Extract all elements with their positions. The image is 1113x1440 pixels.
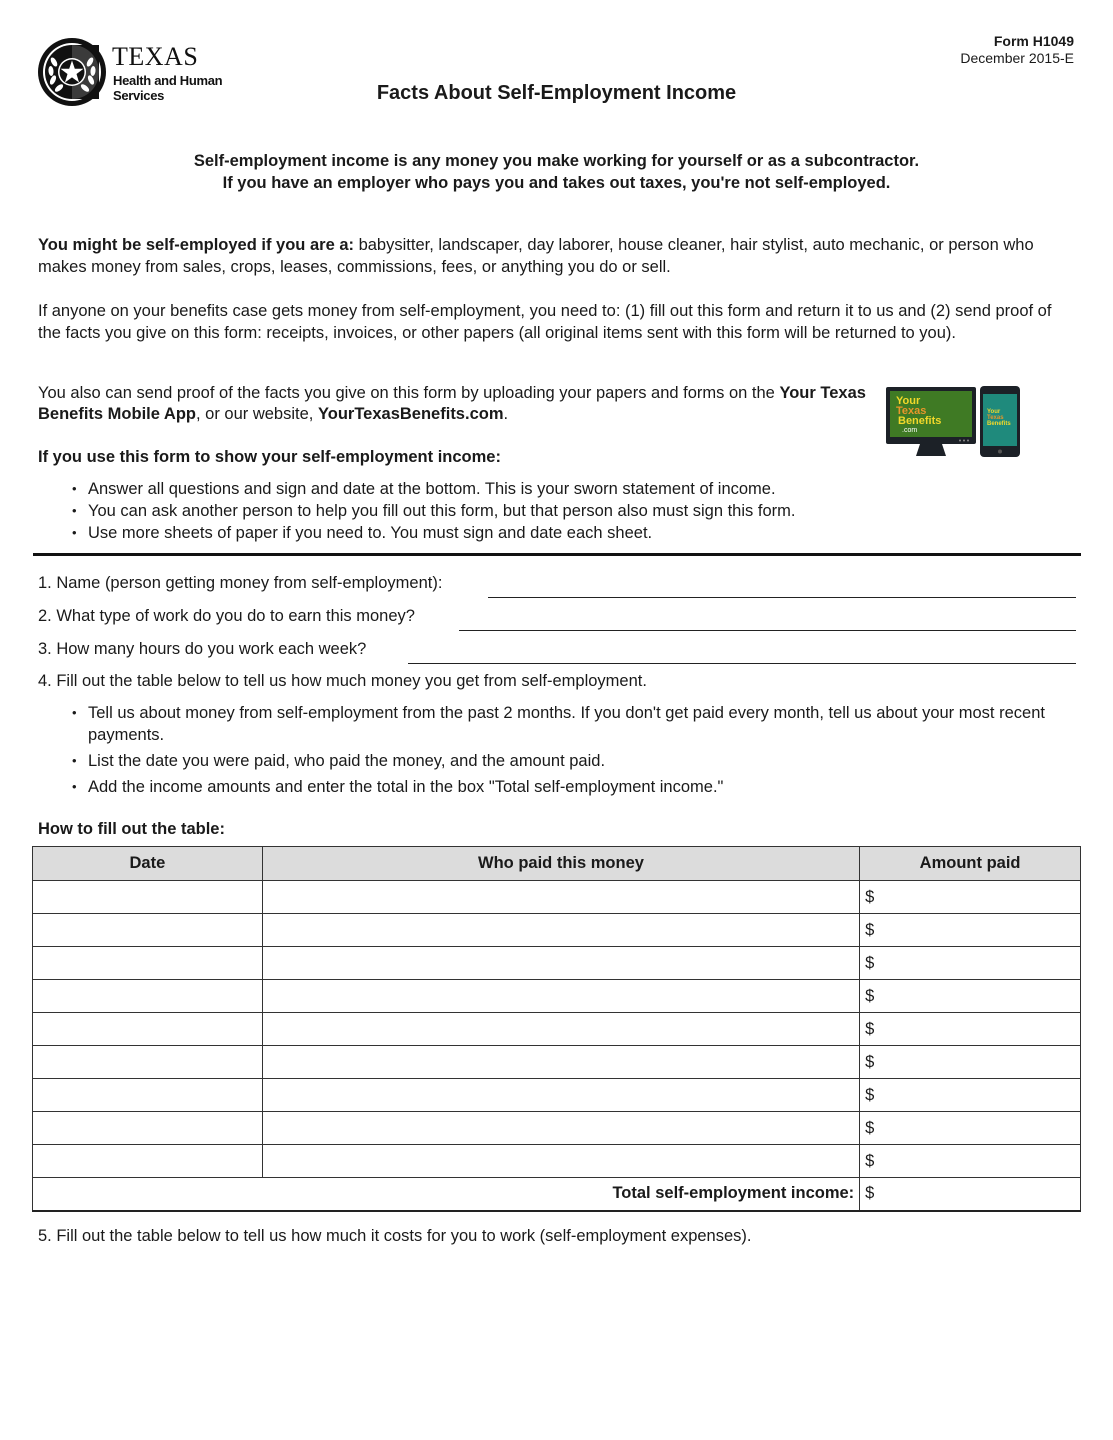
use-form-bullets	[70, 478, 1070, 544]
intro-line-1: Self-employment income is any money you make working for yourself or as a subcontractor.	[193, 152, 920, 170]
website-link[interactable]: YourTexasBenefits.com	[317, 405, 504, 423]
payer-cell[interactable]	[262, 914, 859, 947]
might-be-self-employed-paragraph	[38, 234, 1068, 278]
question-5-label: 5. Fill out the table below to tell us how much it costs for you to work (self-employment expenses).	[38, 1227, 752, 1245]
amount-cell[interactable]	[860, 947, 1081, 980]
date-cell[interactable]	[33, 1079, 263, 1112]
form-date: December 2015-E	[960, 50, 1074, 66]
amount-cell[interactable]	[860, 881, 1081, 914]
currency-symbol: $	[865, 1052, 875, 1071]
amount-cell[interactable]	[860, 1046, 1081, 1079]
upload-proof-paragraph	[38, 383, 868, 425]
currency-symbol: $	[865, 986, 875, 1005]
currency-symbol: $	[865, 1019, 875, 1038]
table-instructions-bullets	[70, 702, 1070, 802]
column-header-date: Date	[33, 847, 263, 881]
currency-symbol: $	[865, 920, 875, 939]
upload-text-b: , or our website,	[195, 405, 318, 423]
table-row	[33, 1145, 1081, 1178]
question-3-label: 3. How many hours do you work each week?	[38, 640, 367, 658]
type-of-work-field[interactable]	[459, 630, 1076, 631]
table-row	[33, 1079, 1081, 1112]
phone-text-benefits: Benefits	[987, 421, 1011, 427]
date-cell[interactable]	[33, 914, 263, 947]
question-2-label: 2. What type of work do you do to earn this money?	[38, 607, 415, 625]
total-row	[33, 1178, 1081, 1211]
table-row	[33, 1046, 1081, 1079]
amount-cell[interactable]	[860, 1145, 1081, 1178]
form-identifier	[960, 33, 1074, 67]
currency-symbol: $	[865, 1085, 875, 1104]
mobile-app-link[interactable]: Your Texas Benefits Mobile App	[38, 384, 866, 423]
question-1-label: 1. Name (person getting money from self-employment):	[38, 574, 443, 592]
bullet-item: • Use more sheets of paper if you need to. You must sign and date each sheet.	[70, 522, 1070, 544]
table-header-row	[33, 847, 1081, 881]
brand-name: TEXAS	[112, 42, 199, 71]
bullet-item: • List the date you were paid, who paid the money, and the amount paid.	[70, 750, 1070, 772]
payer-cell[interactable]	[262, 1079, 859, 1112]
bullet-item: • Answer all questions and sign and date at the bottom. This is your sworn statement of income.	[70, 478, 1070, 500]
date-cell[interactable]	[33, 1145, 263, 1178]
payer-cell[interactable]	[262, 947, 859, 980]
total-amount-cell[interactable]	[860, 1178, 1081, 1211]
table-row	[33, 1013, 1081, 1046]
date-cell[interactable]	[33, 980, 263, 1013]
table-row	[33, 947, 1081, 980]
table-heading: How to fill out the table:	[38, 820, 225, 838]
monitor-text-texas: Texas	[896, 405, 927, 417]
table-row	[33, 980, 1081, 1013]
brand-subtitle-line2: Services	[113, 88, 165, 103]
table-row	[33, 914, 1081, 947]
date-cell[interactable]	[33, 1013, 263, 1046]
amount-cell[interactable]	[860, 1112, 1081, 1145]
form-number: Form H1049	[993, 33, 1074, 49]
payer-cell[interactable]	[262, 881, 859, 914]
amount-cell[interactable]	[860, 914, 1081, 947]
if-anyone-paragraph: If anyone on your benefits case gets money from self-employment, you need to: (1) fill out this form and return it to us and (2) send proof of the facts you give on this form: receipts, invoices, or other papers (all original items sent with this form will be returned to you).	[38, 302, 1052, 342]
date-cell[interactable]	[33, 881, 263, 914]
use-form-heading: If you use this form to show your self-employment income:	[38, 448, 501, 466]
phone-text-your: Your	[987, 409, 1001, 415]
amount-cell[interactable]	[860, 1013, 1081, 1046]
payer-cell[interactable]	[262, 980, 859, 1013]
might-be-rest: babysitter, landscaper, day laborer, house cleaner, hair stylist, auto mechanic, or person who makes money from sales, crops, leases, commissions, fees, or anything you do or sell.	[38, 236, 1034, 276]
bullet-item: • You can ask another person to help you fill out this form, but that person also must sign this form.	[70, 500, 1070, 522]
intro-line-2: If you have an employer who pays you and takes out taxes, you're not self-employed.	[222, 174, 891, 192]
payer-cell[interactable]	[262, 1046, 859, 1079]
table-row	[33, 881, 1081, 914]
currency-symbol: $	[865, 1118, 875, 1137]
monitor-text-com: .com	[902, 427, 918, 434]
hours-per-week-field[interactable]	[408, 663, 1076, 664]
currency-symbol: $	[865, 1184, 875, 1203]
page-title: Facts About Self-Employment Income	[376, 82, 737, 104]
bullet-item: • Tell us about money from self-employment from the past 2 months. If you don't get paid every month, tell us about your most recent payments.	[70, 702, 1070, 746]
monitor-text-benefits: Benefits	[898, 415, 942, 427]
name-field[interactable]	[488, 597, 1076, 598]
question-4-label: 4. Fill out the table below to tell us how much money you get from self-employment.	[38, 672, 647, 690]
upload-text-c: .	[503, 405, 509, 423]
currency-symbol: $	[865, 1151, 875, 1170]
currency-symbol: $	[865, 887, 875, 906]
column-header-payer: Who paid this money	[262, 847, 859, 881]
monitor-text-your: Your	[896, 395, 921, 407]
upload-text-a: You also can send proof of the facts you give on this form by uploading your papers and forms on the	[38, 384, 780, 402]
income-table	[32, 846, 1081, 1212]
section-divider	[33, 553, 1081, 556]
intro-statement	[0, 150, 1113, 194]
payer-cell[interactable]	[262, 1145, 859, 1178]
payer-cell[interactable]	[262, 1112, 859, 1145]
payer-cell[interactable]	[262, 1013, 859, 1046]
column-header-amount: Amount paid	[860, 847, 1081, 881]
brand-subtitle-line1: Health and Human	[113, 73, 223, 88]
amount-cell[interactable]	[860, 1079, 1081, 1112]
date-cell[interactable]	[33, 1046, 263, 1079]
bullet-item: • Add the income amounts and enter the total in the box "Total self-employment income."	[70, 776, 1070, 798]
date-cell[interactable]	[33, 947, 263, 980]
amount-cell[interactable]	[860, 980, 1081, 1013]
total-label: Total self-employment income:	[33, 1178, 860, 1211]
date-cell[interactable]	[33, 1112, 263, 1145]
currency-symbol: $	[865, 953, 875, 972]
phone-text-texas: Texas	[987, 415, 1004, 421]
might-be-lead: You might be self-employed if you are a:	[38, 236, 354, 254]
table-row	[33, 1112, 1081, 1145]
